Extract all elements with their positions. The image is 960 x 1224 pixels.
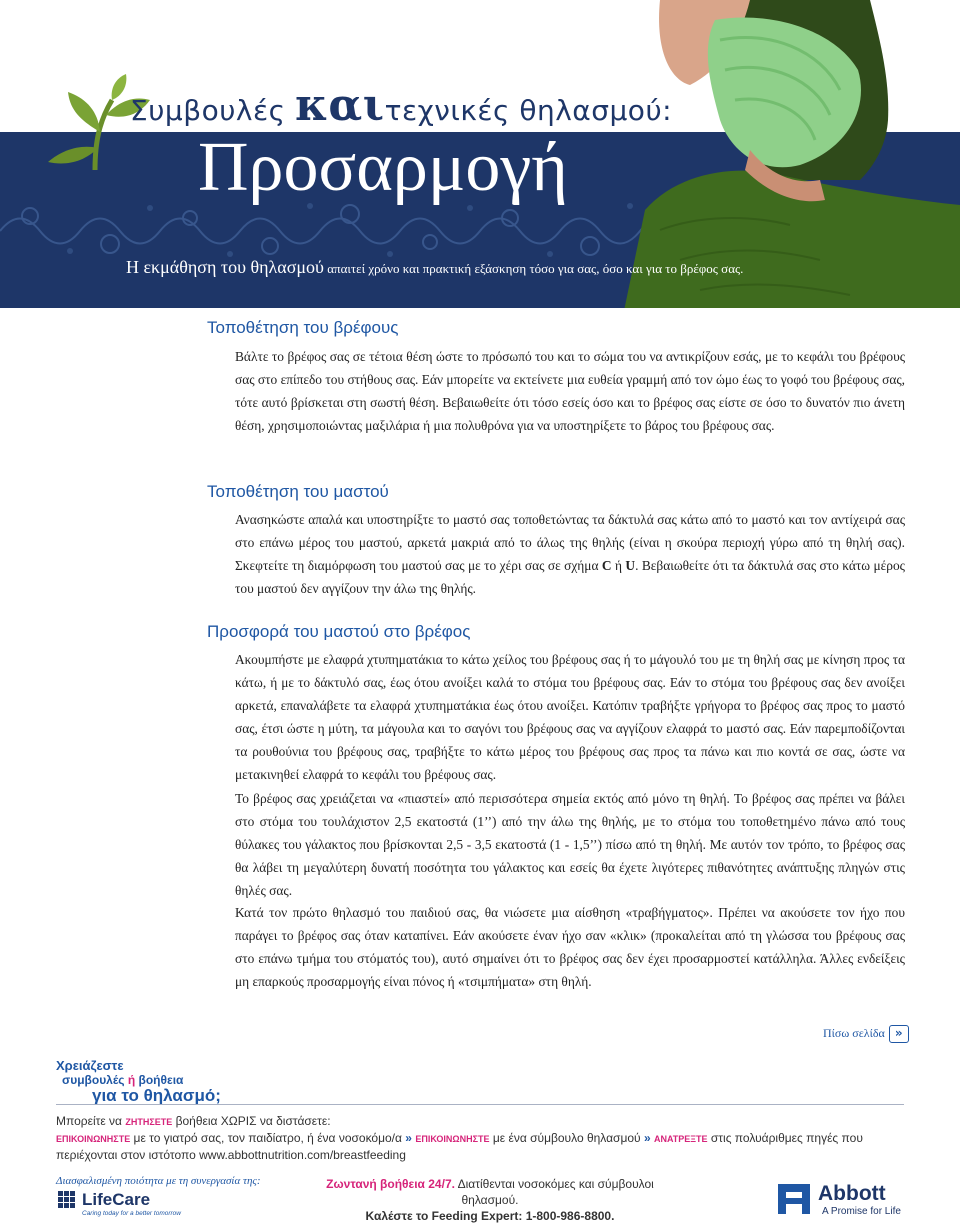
series-title-emphasis: και	[294, 80, 385, 131]
header-banner	[0, 0, 960, 308]
offering-paragraph-1: Ακουμπήστε με ελαφρά χτυπηματάκια το κάτω χείλος του βρέφους σας ή το μάγουλό του με τη θηλή σας με κίνηση προς τα κάτω, ή με το δάκτυλό σας, έως ότου ανοίξει καλά το στόμα του βρέφους σας. Εάν το στόμα του βρέφους σας δεν ανοίξει αρκετά, επαναλάβετε τα ελαφρά χτυπηματάκια έως ότου ανοίξει. Κατόπιν τραβήξτε γρήγορα το βρέφος σας προς το μαστό σας, έτσι ώστε η μύτη, τα μάγουλα και το σαγόνι του βρέφους σας να αγγίζουν ελαφρά το μαστό σας. Εάν παρεμποδίζονται τα ρουθούνια του βρέφους σας, τραβήξτε το κάτω μέρος του βρέφους σας προς τα πάνω και πιο κοντά σε σας, ώστε να μετακινηθεί ελαφρά το κεφάλι του βρέφους σας.	[235, 652, 905, 782]
contact1-text: με το γιατρό σας, τον παιδίατρο, ή ένα νοσοκόμο/α	[130, 1131, 402, 1145]
offering-paragraph-2: Το βρέφος σας χρειάζεται να «πιαστεί» από περισσότερα σημεία εκτός από μόνο τη θηλή. Το βρέφος σας πρέπει να βάλει στο στόμα του τουλάχιστον 2,5 εκατοστά (1’’) από την άλω της θηλής, με το στόμα του τοποθετημένο πάνω από τους θύλακες του γάλακτος που βρίσκονται 2,5 - 3,5 εκατοστά (1 - 1,5’’) πίσω από τη θηλή. Με αυτόν τον τρόπο, το βρέφος σας θα λάβει τη μεγαλύτερη δυνατή ποσότητα του γάλακτος και εσείς θα έχετε λιγότερες πιθανότητες ανάπτυξης πληγών στις θηλές σας.	[235, 791, 905, 898]
live-help-call[interactable]: Καλέστε το Feeding Expert: 1-800-986-8800.	[365, 1209, 615, 1223]
offering-paragraph-3: Κατά τον πρώτο θηλασμό του παιδιού σας, θα νιώσετε μια αίσθηση «τραβήγματος». Πρέπει να ακούσετε τον ήχο που παράγει το βρέφος σας όταν καταπίνει. Εάν ακούσετε έναν ήχο σαν «κλικ» (προκαλείται από τη γλώσσα του βρέφους σας στο επάνω τμήμα του στόματός του), αυτό σημαίνει ότι το βρέφος σας δεν έχει προσαρμοστεί κατάλληλα. Άλλες ενδείξεις μη επαρκούς προσαρμογής είναι πόνος ή «τσιμπήματα» στη θηλή.	[235, 905, 905, 989]
contact3-cap: ΑΝΑΤΡΕΞΤΕ	[653, 1134, 708, 1144]
series-title-prefix: Συμβουλές	[130, 94, 295, 127]
section-title-offering-breast: Προσφορά του μαστού στο βρέφος	[207, 622, 471, 641]
live-help-line-1	[300, 1176, 680, 1208]
letter-u: U	[625, 558, 636, 573]
section-title-positioning-breast: Τοποθέτηση του μαστού	[207, 482, 389, 501]
separator-icon: »	[643, 1131, 651, 1145]
contact-options	[56, 1130, 916, 1163]
help-line-2b: ή	[127, 1073, 136, 1087]
help-line-2c: βοήθεια	[135, 1073, 184, 1087]
separator-icon: »	[405, 1131, 412, 1145]
back-page-label: Πίσω σελίδα	[823, 1025, 885, 1040]
series-title-suffix: τεχνικές θηλασμού:	[384, 94, 673, 127]
help-line-2a: συμβουλές	[62, 1073, 128, 1087]
svg-text:Caring today for a better tomo: Caring today for a better tomorrow	[82, 1210, 181, 1217]
ask-help-line	[56, 1114, 331, 1128]
help-line-3: για το θηλασμό;	[92, 1086, 221, 1105]
quality-assurance-note: Διασφαλισμένη ποιότητα με τη συνεργασία της:	[56, 1175, 261, 1187]
breast-text-part-a: Ανασηκώστε απαλά και υποστηρίξτε το μαστό σας τοποθετώντας τα δάκτυλά σας κάτω από το μαστό και τον αντίχειρά σας στο επάνω μέρος του μαστού, αρκετά μακριά από το άλως της θηλής (είναι η σκούρα περιοχή γύρω από τη θηλή σας). Σκεφτείτε τη διαμόρφωση του μαστού σας με το χέρι σας σε σχήμα	[235, 512, 905, 573]
help-heading	[56, 1058, 221, 1103]
contact2-cap: ΕΠΙΚΟΙΝΩΝΗΣΤΕ	[415, 1134, 490, 1144]
live-help-text: Διατίθενται νοσοκόμες και σύμβουλοι θηλασμού.	[454, 1177, 654, 1207]
letter-c: C	[601, 558, 612, 573]
help-line-1: Χρειάζεστε	[56, 1058, 124, 1073]
or-word: ή	[611, 558, 626, 573]
series-title	[130, 80, 672, 131]
breast-text-part-b: . Βεβαιωθείτε ότι τα δάκτυλά σας στο κάτω μέρος του μαστού δεν αγγίζουν την άλω της θηλής.	[235, 558, 905, 596]
svg-text:LifeCare: LifeCare	[82, 1190, 151, 1209]
section-text-positioning-baby: Βάλτε το βρέφος σας σε τέτοια θέση ώστε το πρόσωπό του και το σώμα του να αντικρίζουν εσάς, με το κεφάλι του βρέφους σας στο επίπεδο του στήθους σας. Εάν μπορείτε να εκτείνετε μια ευθεία γραμμή από τον ώμο έως το γοφό του βρέφους σας, τότε αυτό βρίσκεται στη σωστή θέση. Βεβαιωθείτε ότι τόσο εσείς όσο και το βρέφος σας είστε σε όσο το δυνατόν πιο άνετη θέση, χρησιμοποιώντας μαξιλάρια ή μια πολυθρόνα για να υποστηρίξετε το βάρος του βρέφους σας.	[235, 349, 905, 433]
section-text-positioning-breast	[235, 508, 905, 600]
abbott-logo	[776, 1178, 910, 1217]
back-page-arrow-icon[interactable]: »	[889, 1025, 909, 1043]
live-help-pink: Ζωντανή βοήθεια 24/7.	[326, 1177, 455, 1191]
svg-text:A Promise for Life: A Promise for Life	[822, 1206, 901, 1217]
page-title: Προσαρμογή	[198, 129, 568, 206]
ask-cap: ΖΗΤΗΣΕΤΕ	[125, 1117, 173, 1127]
footer-divider	[56, 1104, 904, 1105]
ask-prefix: Μπορείτε να	[56, 1114, 126, 1128]
ask-suffix: βοήθεια ΧΩΡΙΣ να διστάσετε:	[172, 1114, 331, 1128]
contact3-text[interactable]: στις πολυάριθμες πηγές που περιέχονται στον ιστότοπο www.abbottnutrition.com/breastfeeding	[56, 1131, 863, 1162]
section-title-positioning-baby: Τοποθέτηση του βρέφους	[207, 318, 399, 337]
intro-lead: Η εκμάθηση του θηλασμού	[126, 257, 324, 277]
back-page-link[interactable]	[823, 1025, 909, 1043]
contact2-text: με ένα σύμβουλο θηλασμού	[489, 1131, 641, 1145]
intro-rest: απαιτεί χρόνο και πρακτική εξάσκηση τόσο για σας, όσο και για το βρέφος σας.	[323, 261, 744, 276]
svg-text:Abbott: Abbott	[818, 1182, 886, 1205]
intro-text	[126, 257, 746, 279]
lifecare-logo	[56, 1188, 206, 1218]
contact1-cap: ΕΠΙΚΟΙΝΩΝΗΣΤΕ	[56, 1134, 131, 1144]
